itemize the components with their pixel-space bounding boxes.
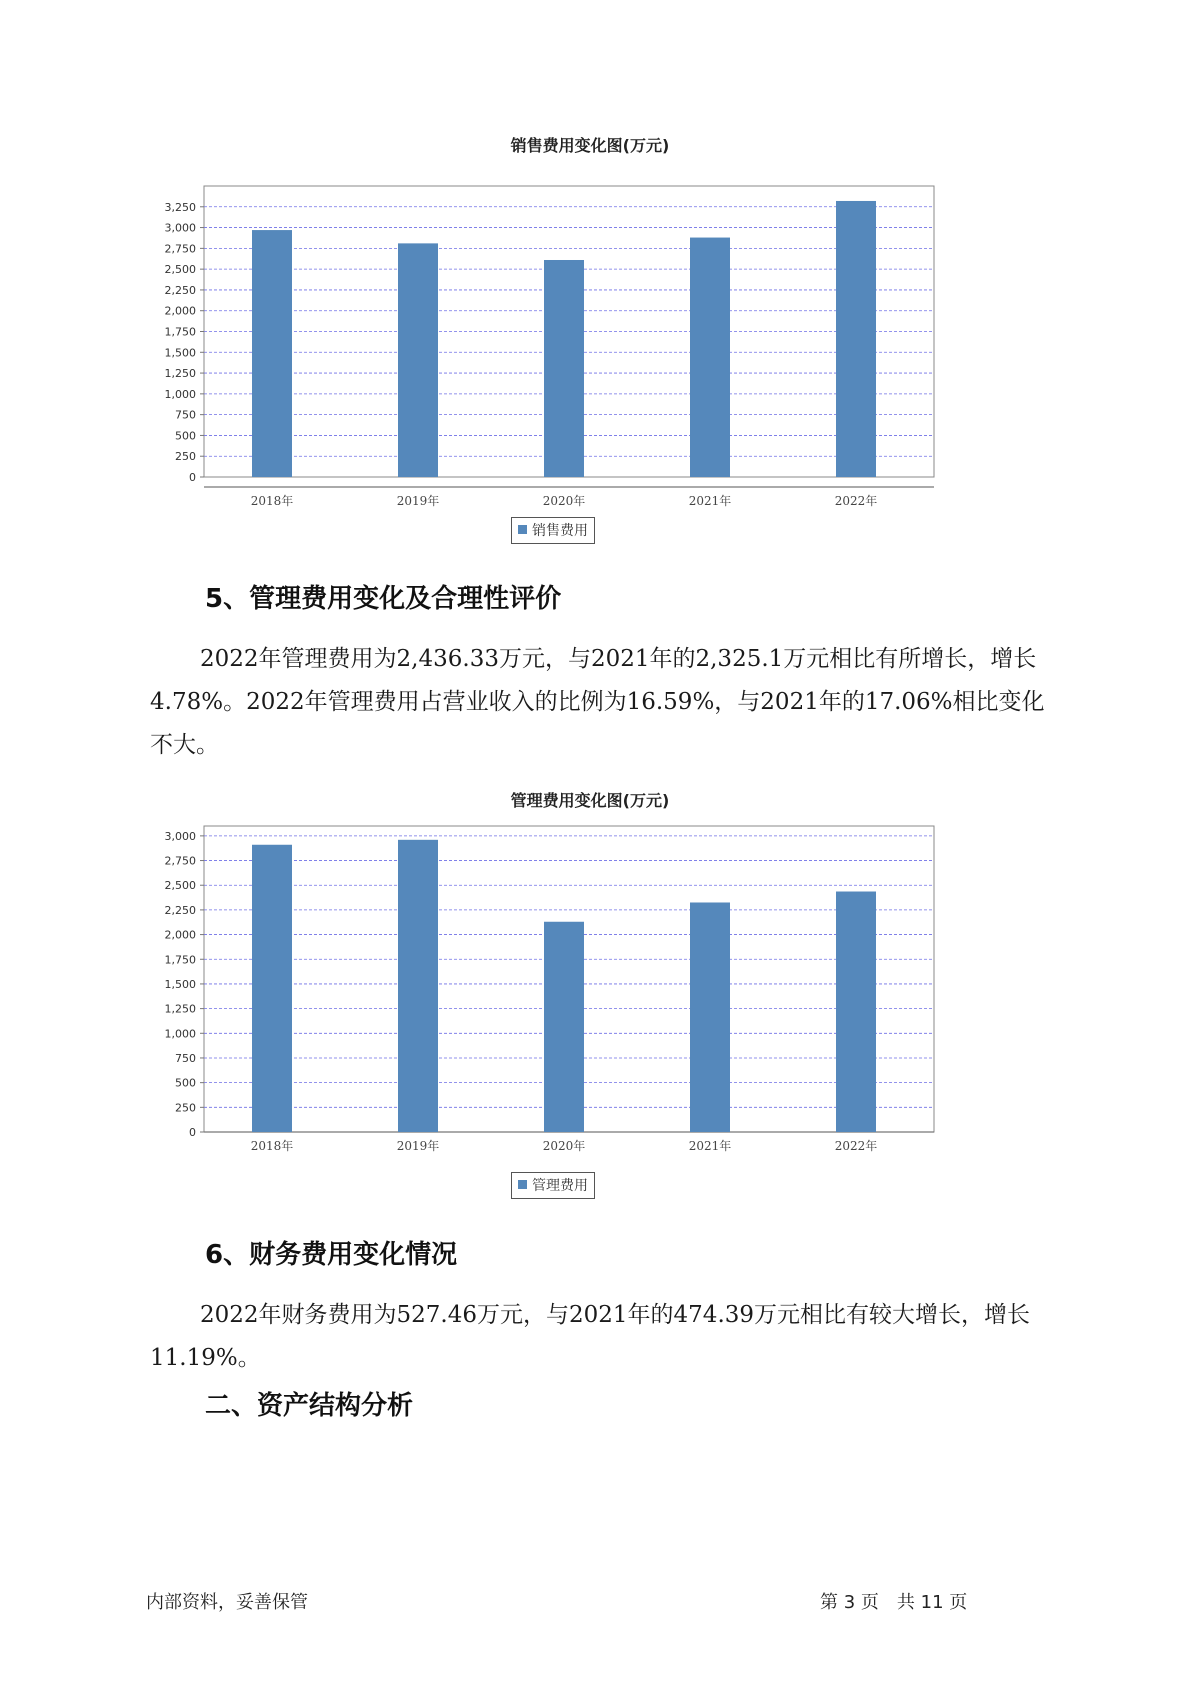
bar [398,840,438,1132]
x-tick-label: 2022年 [834,1139,878,1153]
x-tick-label: 2020年 [542,1139,586,1153]
y-tick-label: 1,000 [164,387,196,401]
bar [544,922,584,1132]
bar [836,892,876,1132]
y-tick-label: 2,500 [164,263,196,277]
management-expense-chart [150,784,1030,1204]
y-tick-label: 500 [175,1076,196,1090]
chart-title: 销售费用变化图(万元) [510,136,670,155]
sales-expense-chart [150,130,1030,550]
bar [690,238,730,477]
paragraph-management [150,638,1060,767]
y-tick-label: 750 [175,1051,196,1065]
y-tick-label: 2,250 [164,903,196,917]
x-tick-label: 2019年 [396,1139,440,1153]
bar [252,845,292,1132]
y-tick-label: 500 [175,429,196,443]
y-tick-label: 1,250 [164,367,196,381]
y-tick-label: 0 [189,1126,196,1139]
bar [544,260,584,477]
x-tick-label: 2018年 [250,494,294,508]
chart-plot [150,824,1030,1204]
y-tick-label: 3,000 [164,221,196,235]
bar [690,902,730,1132]
y-tick-label: 750 [175,408,196,422]
y-tick-label: 0 [189,471,196,484]
paragraph-finance [150,1294,1060,1380]
footer-note: 内部资料，妥善保管 [146,1592,308,1613]
y-tick-label: 1,000 [164,1027,196,1041]
y-tick-label: 1,750 [164,325,196,339]
y-tick-label: 2,000 [164,928,196,942]
y-tick-label: 250 [175,450,196,464]
bar [252,230,292,477]
legend-swatch [518,525,527,534]
chart-legend [511,1172,595,1199]
bar [836,201,876,477]
section-heading-management: 5、管理费用变化及合理性评价 [205,584,562,614]
x-tick-label: 2019年 [396,494,440,508]
y-tick-label: 1,500 [164,346,196,360]
y-tick-label: 2,250 [164,283,196,297]
chart-plot [150,170,1030,550]
x-tick-label: 2022年 [834,494,878,508]
chart-legend [511,517,595,544]
paragraph-text: 2022年财务费用为527.46万元，与2021年的474.39万元相比有较大增长，增长11.19%。 [150,1302,1031,1371]
bar [398,243,438,477]
x-tick-label: 2020年 [542,494,586,508]
y-tick-label: 1,750 [164,953,196,967]
y-tick-label: 1,500 [164,977,196,991]
legend-label: 管理费用 [532,1178,588,1194]
y-tick-label: 3,000 [164,829,196,843]
page-number: 第 3 页 共 11 页 [820,1592,968,1613]
y-tick-label: 2,750 [164,854,196,868]
paragraph-text: 2022年管理费用为2,436.33万元，与2021年的2,325.1万元相比有所增长，增长4.78%。2022年管理费用占营业收入的比例为16.59%，与2021年的17.06%相比变化不大。 [150,646,1045,758]
legend-label: 销售费用 [532,523,588,539]
y-tick-label: 3,250 [164,200,196,214]
chart-title: 管理费用变化图(万元) [510,791,670,810]
y-tick-label: 2,000 [164,304,196,318]
y-tick-label: 2,750 [164,242,196,256]
y-tick-label: 1,250 [164,1002,196,1016]
x-tick-label: 2021年 [688,494,732,508]
section-heading-assets: 二、资产结构分析 [205,1391,414,1421]
y-tick-label: 2,500 [164,879,196,893]
x-tick-label: 2018年 [250,1139,294,1153]
x-tick-label: 2021年 [688,1139,732,1153]
legend-swatch [518,1180,527,1189]
section-heading-finance: 6、财务费用变化情况 [205,1240,458,1270]
y-tick-label: 250 [175,1101,196,1115]
